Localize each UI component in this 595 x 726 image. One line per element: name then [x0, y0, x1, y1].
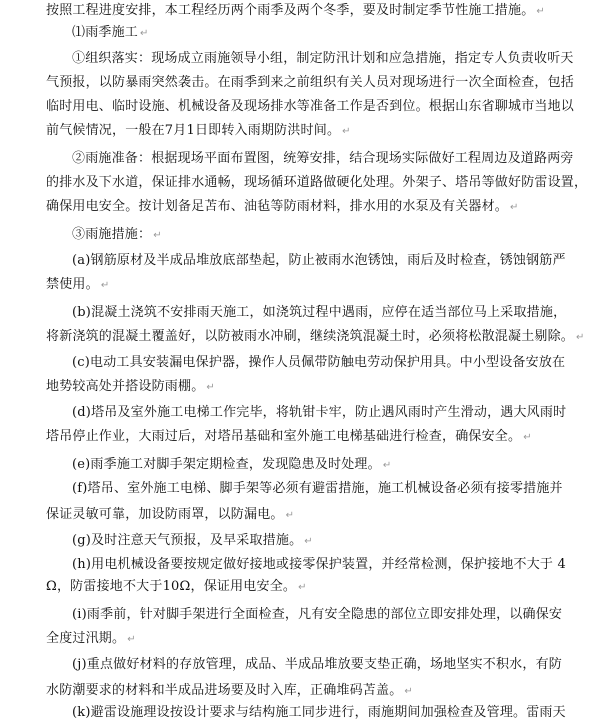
paragraph-mark-icon: ↵ — [382, 460, 392, 471]
line-text: 气预报，以防暴雨突然袭击。在雨季到来之前组织有关人员对现场进行一次全面检查，包括 — [46, 75, 575, 90]
paragraph-mark-icon: ↵ — [576, 332, 585, 343]
line-text: (h)用电机械设备要按规定做好接地或接零保护装置，并经常检测，保护接地不大于 4 — [72, 557, 566, 572]
paragraph-line — [46, 120, 562, 141]
line-text: (d)塔吊及室外施工电梯工作完毕，将轨钳卡牢，防止遇风雨时产生滑动，遇大风雨时 — [72, 405, 567, 420]
paragraph-line — [72, 654, 562, 675]
paragraph-line — [46, 504, 562, 525]
line-text: 水防潮要求的材料和半成品进场要及时入库，正确堆码苫盖。 — [46, 683, 403, 698]
line-text: 全度过汛期。 — [46, 631, 126, 646]
paragraph-line — [46, 0, 562, 21]
line-text: 按照工程进度安排，本工程经历两个雨季及两个冬季，要及时制定季节性施工措施。 — [46, 3, 535, 18]
paragraph-line — [72, 250, 566, 271]
line-text: (i)雨季前，针对脚手架进行全面检查，凡有安全隐患的部位立即安排处理，以确保安 — [72, 607, 563, 622]
paragraph-line — [72, 454, 562, 475]
line-text: (a)钢筋原材及半成品堆放底部垫起，防止被雨水泡锈蚀，雨后及时检查，锈蚀钢筋严 — [72, 253, 566, 268]
paragraph-line — [46, 172, 588, 193]
line-text: 保证灵敏可靠，加设防雨罩，以防漏电。 — [46, 507, 284, 522]
line-text: (c)电动工具安装漏电保护器，操作人员佩带防触电劳动保护用具。中小型设备安放在 — [72, 355, 566, 370]
paragraph-line — [72, 702, 566, 723]
paragraph-line — [72, 478, 562, 499]
paragraph-mark-icon: ↵ — [404, 686, 413, 697]
line-text: ③雨施措施： — [72, 227, 152, 242]
paragraph-mark-icon: ↵ — [342, 126, 351, 137]
line-text: 前气候情况，一般在7月1日即转入雨期防洪时间。 — [46, 123, 341, 138]
paragraph-mark-icon: ↵ — [206, 382, 215, 393]
paragraph-line — [72, 352, 566, 373]
paragraph-line — [46, 196, 562, 217]
paragraph-line — [72, 604, 562, 625]
paragraph-line — [46, 274, 562, 295]
paragraph-line — [46, 680, 562, 701]
paragraph-line — [46, 326, 585, 347]
paragraph-line — [46, 628, 562, 649]
line-text: 地势较高处并搭设防雨棚。 — [46, 379, 205, 394]
line-text: (j)重点做好材料的存放管理，成品、半成品堆放要支垫正确，场地坚实不积水，有防 — [72, 657, 562, 672]
line-text: (b)混凝土浇筑不安排雨天施工，如浇筑过程中遇雨，应停在适当部位马上采取措施， — [72, 305, 567, 320]
paragraph-mark-icon: ↵ — [140, 28, 149, 39]
paragraph-line — [46, 576, 562, 597]
line-text: 塔吊停止作业，大雨过后，对塔吊基础和室外施工电梯基础进行检查，确保安全。 — [46, 429, 522, 444]
line-text: ⑴雨季施工 — [72, 25, 139, 40]
paragraph-mark-icon: ↵ — [510, 202, 519, 213]
paragraph-line — [46, 426, 562, 447]
line-text: 禁使用。 — [46, 277, 99, 292]
paragraph-line — [46, 376, 562, 397]
paragraph-line — [72, 302, 567, 323]
line-text: (e)雨季施工对脚手架定期检查，发现隐患及时处理。 — [72, 457, 381, 472]
paragraph-mark-icon: ↵ — [523, 432, 532, 443]
line-text: 确保用电安全。按计划备足苫布、油毡等防雨材料，排水用的水泵及有关器材。 — [46, 199, 509, 214]
paragraph-mark-icon: ↵ — [536, 6, 545, 17]
line-text: 的排水及下水道，保证排水通畅，现场循环道路做硬化处理。外架子、塔吊等做好防雷设置， — [46, 175, 588, 190]
paragraph-line — [72, 48, 574, 69]
paragraph-line — [72, 148, 574, 169]
paragraph-line — [72, 530, 562, 551]
paragraph-line — [72, 224, 562, 245]
paragraph-line — [46, 96, 575, 117]
paragraph-mark-icon: ↵ — [127, 634, 136, 645]
paragraph-line — [72, 554, 566, 575]
paragraph-line — [46, 72, 575, 93]
paragraph-mark-icon: ↵ — [285, 510, 295, 521]
paragraph-mark-icon: ↵ — [304, 536, 313, 547]
line-text: Ω，防雷接地不大于10Ω，保证用电安全。 — [46, 579, 297, 594]
line-text: (f)塔吊、室外施工电梯、脚手架等必须有避雷措施，施工机械设备必须有接零措施并 — [72, 481, 563, 496]
line-text: (k)避雷设施理设按设计要求与结构施工同步进行，雨施期间加强检查及管理。雷雨天 — [72, 705, 566, 720]
paragraph-line — [72, 22, 562, 43]
line-text: ①组织落实：现场成立雨施领导小组，制定防汛计划和应急措施，指定专人负责收听天 — [72, 51, 574, 66]
paragraph-mark-icon: ↵ — [100, 280, 110, 291]
line-text: 临时用电、临时设施、机械设备及现场排水等准备工作是否到位。根据山东省聊城市当地以 — [46, 99, 575, 114]
line-text: ②雨施准备：根据现场平面布置图，统筹安排，结合现场实际做好工程周边及道路两旁 — [72, 151, 574, 166]
paragraph-mark-icon: ↵ — [298, 582, 307, 593]
line-text: (g)及时注意天气预报，及早采取措施。 — [72, 533, 303, 548]
paragraph-mark-icon: ↵ — [153, 230, 162, 241]
paragraph-line — [72, 402, 567, 423]
line-text: 将新浇筑的混凝土覆盖好，以防被雨水冲刷，继续浇筑混凝土时，必须将松散混凝土剔除。 — [46, 329, 575, 344]
